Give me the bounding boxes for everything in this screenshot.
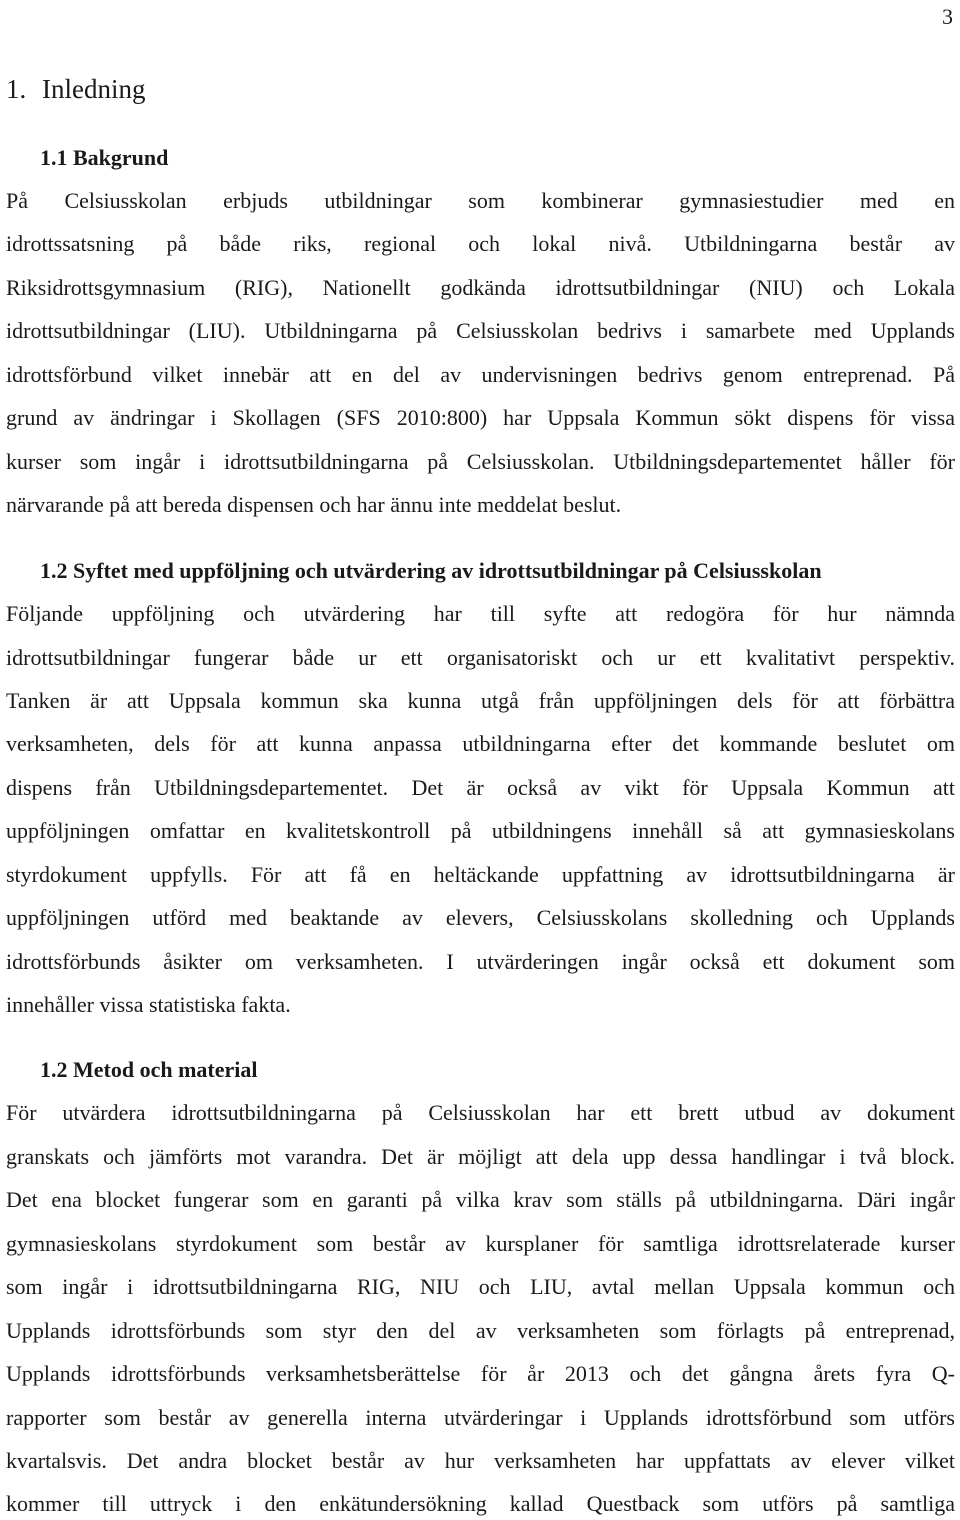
section-heading-bakgrund: 1.1 Bakgrund (40, 145, 169, 170)
paragraph-line: Det ena blocket fungerar som en garanti på vilka krav som ställs på utbildningarna. Däri ingår (6, 1187, 955, 1212)
chapter-title: Inledning (42, 74, 146, 104)
paragraph-line: Upplands idrottsförbunds som styr den del av verksamheten som förlagts på entreprenad, (6, 1318, 955, 1343)
paragraph-line: kommer till uttryck i den enkätundersökning kallad Questback som utförs på samtliga (6, 1491, 955, 1516)
paragraph-line: idrottsförbund vilket innebär att en del av undervisningen bedrivs genom entreprenad. På (6, 362, 955, 387)
paragraph-line: styrdokument uppfylls. För att få en heltäckande uppfattning av idrottsutbildningarna är (6, 862, 955, 887)
paragraph-line: kvartalsvis. Det andra blocket består av hur verksamheten har uppfattats av elever vilket (6, 1448, 955, 1473)
paragraph-line: rapporter som består av generella interna utvärderingar i Upplands idrottsförbund som utförs (6, 1405, 955, 1430)
paragraph-line: grund av ändringar i Skollagen (SFS 2010:800) har Uppsala Kommun sökt dispens för vissa (6, 405, 955, 430)
paragraph-line: idrottsutbildningar fungerar både ur ett organisatoriskt och ur ett kvalitativt perspektiv. (6, 645, 955, 670)
page-number: 3 (942, 4, 953, 29)
paragraph-line: idrottsutbildningar (LIU). Utbildningarna på Celsiusskolan bedrivs i samarbete med Upplands (6, 318, 955, 343)
paragraph-line: verksamheten, dels för att kunna anpassa utbildningarna efter det kommande beslutet om (6, 731, 955, 756)
section-heading-syftet: 1.2 Syftet med uppföljning och utvärdering av idrottsutbildningar på Celsiusskolan (40, 558, 822, 583)
paragraph-line: idrottssatsning på både riks, regional och lokal nivå. Utbildningarna består av (6, 231, 955, 256)
paragraph-line: idrottsförbunds åsikter om verksamheten. I utvärderingen ingår också ett dokument som (6, 949, 955, 974)
section-heading-metod: 1.2 Metod och material (40, 1057, 258, 1082)
paragraph-line: uppföljningen utförd med beaktande av elevers, Celsiusskolans skolledning och Upplands (6, 905, 955, 930)
paragraph-line: som ingår i idrottsutbildningarna RIG, NIU och LIU, avtal mellan Uppsala kommun och (6, 1274, 955, 1299)
paragraph-line: närvarande på att bereda dispensen och har ännu inte meddelat beslut. (6, 492, 622, 517)
paragraph-line: För utvärdera idrottsutbildningarna på Celsiusskolan har ett brett utbud av dokument (6, 1100, 955, 1125)
paragraph-line: Riksidrottsgymnasium (RIG), Nationellt godkända idrottsutbildningar (NIU) och Lokala (6, 275, 955, 300)
paragraph-line: uppföljningen omfattar en kvalitetskontroll på utbildningens innehåll så att gymnasieskolans (6, 818, 955, 843)
paragraph-line: kurser som ingår i idrottsutbildningarna på Celsiusskolan. Utbildningsdepartementet håller för (6, 449, 955, 474)
paragraph-line: På Celsiusskolan erbjuds utbildningar som kombinerar gymnasiestudier med en (6, 188, 955, 213)
chapter-number: 1. (6, 74, 27, 104)
paragraph-line: granskats och jämförts mot varandra. Det är möjligt att dela upp dessa handlingar i två block. (6, 1144, 955, 1169)
paragraph-line: innehåller vissa statistiska fakta. (6, 992, 291, 1017)
paragraph-line: Följande uppföljning och utvärdering har till syfte att redogöra för hur nämnda (6, 601, 955, 626)
paragraph-line: Upplands idrottsförbunds verksamhetsberättelse för år 2013 och det gångna årets fyra Q- (6, 1361, 955, 1386)
paragraph-line: dispens från Utbildningsdepartementet. Det är också av vikt för Uppsala Kommun att (6, 775, 955, 800)
chapter-heading (6, 72, 145, 106)
paragraph-line: gymnasieskolans styrdokument som består av kursplaner för samtliga idrottsrelaterade kurser (6, 1231, 955, 1256)
paragraph-line: Tanken är att Uppsala kommun ska kunna utgå från uppföljningen dels för att förbättra (6, 688, 955, 713)
